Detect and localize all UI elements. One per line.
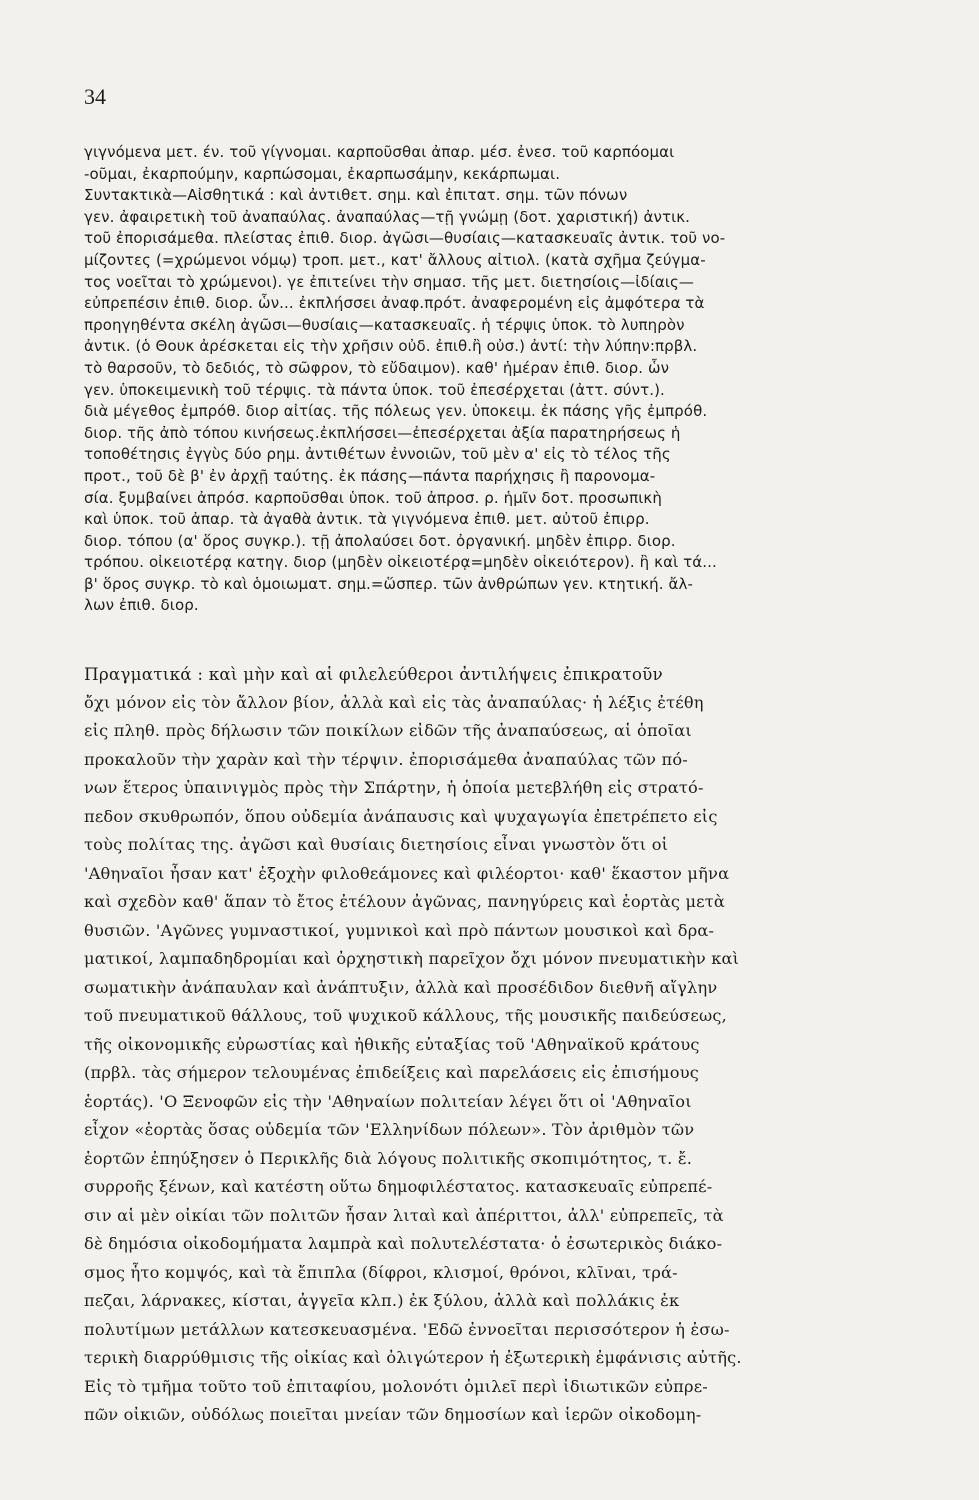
commentary-line: προκαλοῦν τὴν χαρὰν καὶ τὴν τέρψιν. ἐπορισάμεθα ἀναπαύλας τῶν πό- bbox=[84, 749, 688, 769]
commentary-line: τοῦ πνευματικοῦ θάλλους, τοῦ ψυχικοῦ κάλλους, τῆς μουσικῆς παιδεύσεως, bbox=[84, 1006, 728, 1025]
notes-line: τρόπου. οἰκειοτέρᾳ κατηγ. διορ (μηδὲν οἰκειοτέρᾳ=μηδὲν οἰκειότερον). ἢ καὶ τά... bbox=[84, 553, 717, 572]
commentary-line: τερικὴ διαρρύθμισις τῆς οἰκίας καὶ ὀλιγώτερον ἡ ἐξωτερικὴ ἐμφάνισις αὐτῆς. bbox=[84, 1348, 742, 1367]
commentary-line: 'Αθηναῖοι ἦσαν κατ' ἐξοχὴν φιλοθεάμονες καὶ φιλέορτοι· καθ' ἕκαστον μῆνα bbox=[84, 863, 730, 883]
commentary-line: σμος ἦτο κομψός, καὶ τὰ ἔπιπλα (δίφροι, κλισμοί, θρόνοι, κλῖναι, τρά- bbox=[84, 1262, 678, 1282]
commentary-line: σιν αἱ μὲν οἰκίαι τῶν πολιτῶν ἦσαν λιταὶ καὶ ἀπέριττοι, ἀλλ' εὐπρεπεῖς, τὰ bbox=[84, 1205, 724, 1225]
commentary-line: νων ἕτερος ὑπαινιγμὸς πρὸς τὴν Σπάρτην, ἡ ὁποία μετεβλήθη εἰς στρατό- bbox=[84, 778, 704, 797]
notes-line: διὰ μέγεθος ἐμπρόθ. διορ αἰτίας. τῆς πόλεως γεν. ὑποκειμ. ἐκ πάσης γῆς ἐμπρόθ. bbox=[84, 402, 708, 421]
commentary-line: θυσιῶν. 'Αγῶνες γυμναστικοί, γυμνικοὶ καὶ πρὸ πάντων μουσικοὶ καὶ δρα- bbox=[84, 920, 715, 940]
notes-line: σία. ξυμβαίνει ἀπρόσ. καρποῦσθαι ὑποκ. τοῦ ἀπροσ. ρ. ἡμῖν δοτ. προσωπικὴ bbox=[84, 488, 662, 507]
notes-line: γιγνόμενα μετ. έν. τοῦ γίγνομαι. καρποῦσθαι ἀπαρ. μέσ. ἐνεσ. τοῦ καρπόομαι bbox=[84, 143, 675, 161]
notes-line: εὐπρεπέσιν ἐπιθ. διορ. ὧν... ἐκπλήσσει ἀναφ.πρότ. ἀναφερομένη εἰς ἀμφότερα τὰ bbox=[84, 294, 705, 313]
page-number: 34 bbox=[84, 84, 106, 109]
notes-line: τοποθέτησις ἐγγὺς δύο ρημ. ἀντιθέτων ἐννοιῶν, τοῦ μὲν α' εἰς τὸ τέλος τῆς bbox=[84, 445, 671, 464]
commentary-line: συρροῆς ξένων, καὶ κατέστη οὕτω δημοφιλέστατος. κατασκευαῖς εὐπρεπέ- bbox=[84, 1177, 713, 1196]
notes-line: ἀντικ. (ὁ Θουκ ἀρέσκεται εἰς τὴν χρῆσιν οὐδ. ἐπιθ.ἢ οὐσ.) ἀντί: τὴν λύπην:πρβλ. bbox=[84, 337, 698, 356]
notes-line: τοῦ ἐπορισάμεθα. πλείστας ἐπιθ. διορ. ἀγῶσι—θυσίαις—κατασκευαῖς ἀντικ. τοῦ νο- bbox=[84, 229, 726, 248]
notes-line: β' ὅρος συγκρ. τὸ καὶ ὁμοιωματ. σημ.=ὥσπερ. τῶν ἀνθρώπων γεν. κτητική. ἄλ- bbox=[84, 574, 693, 593]
grammar-notes bbox=[84, 142, 954, 617]
commentary-line: σωματικὴν ἀνάπαυλαν καὶ ἀνάπτυξιν, ἀλλὰ καὶ προσέδιδον διεθνῆ αἴγλην bbox=[84, 977, 718, 997]
notes-line: τος νοεῖται τὸ χρώμενοι). γε ἐπιτείνει τὴν σημασ. τῆς μετ. διετησίοις—ἰδίαις— bbox=[84, 272, 695, 291]
notes-line: διορ. τῆς ἀπὸ τόπου κινήσεως.ἐκπλήσσει—ἐπεσέρχεται ἀξία παρατηρήσεως ἡ bbox=[84, 423, 681, 442]
commentary-line: πῶν οἰκιῶν, οὐδόλως ποιεῖται μνείαν τῶν δημοσίων καὶ ἱερῶν οἰκοδομη- bbox=[84, 1405, 702, 1424]
commentary-line: πεζαι, λάρνακες, κίσται, ἀγγεῖα κλπ.) ἐκ ξύλου, ἀλλὰ καὶ πολλάκις ἐκ bbox=[84, 1291, 680, 1310]
commentary-line: τοὺς πολίτας της. ἀγῶσι καὶ θυσίαις διετησίοις εἶναι γνωστὸν ὅτι οἱ bbox=[84, 835, 669, 854]
commentary-line: εἰς πληθ. πρὸς δήλωσιν τῶν ποικίλων εἰδῶν τῆς ἀναπαύσεως, αἱ ὁποῖαι bbox=[84, 721, 692, 740]
commentary-line: εἶχον «ἑορτὰς ὅσας οὐδεμία τῶν 'Ελληνίδων πόλεων». Τὸν ἀριθμὸν τῶν bbox=[84, 1120, 695, 1139]
notes-line: καὶ ὑποκ. τοῦ ἀπαρ. τὰ ἀγαθὰ ἀντικ. τὰ γιγνόμενα ἐπιθ. μετ. αὐτοῦ ἐπιρρ. bbox=[84, 510, 650, 529]
notes-line: Συντακτικὰ—Αἰσθητικά : καὶ ἀντιθετ. σημ. καὶ ἐπιτατ. σημ. τῶν πόνων bbox=[84, 186, 628, 205]
notes-line: διορ. τόπου (α' ὅρος συγκρ.). τῇ ἀπολαύσει δοτ. ὀργανική. μηδὲν ἐπιρρ. διορ. bbox=[84, 531, 676, 550]
notes-line: τὸ θαρσοῦν, τὸ δεδιός, τὸ σῶφρον, τὸ εὔδαιμον). καθ' ἡμέραν ἐπιθ. διορ. ὧν bbox=[84, 358, 670, 377]
notes-line: λων ἐπιθ. διορ. bbox=[84, 596, 199, 615]
notes-line: γεν. ἀφαιρετικὴ τοῦ ἀναπαύλας. ἀναπαύλας—τῇ γνώμῃ (δοτ. χαριστική) ἀντικ. bbox=[84, 207, 691, 226]
notes-line: -οῦμαι, ἐκαρπούμην, καρπώσομαι, ἐκαρπωσάμην, κεκάρπωμαι. bbox=[84, 164, 561, 183]
commentary-line: (πρβλ. τὰς σήμερον τελουμένας ἐπιδείξεις καὶ παρελάσεις εἰς ἐπισήμους bbox=[84, 1063, 700, 1082]
commentary-line: πεδον σκυθρωπόν, ὅπου οὐδεμία ἀνάπαυσις καὶ ψυχαγωγία ἐπετρέπετο εἰς bbox=[84, 806, 718, 826]
commentary-line: Εἰς τὸ τμῆμα τοῦτο τοῦ ἐπιταφίου, μολονότι ὁμιλεῖ περὶ ἰδιωτικῶν εὐπρε- bbox=[84, 1376, 708, 1396]
notes-line: μίζοντες (=χρώμενοι νόμῳ) τροπ. μετ., κατ' ἄλλους αἰτιολ. (κατὰ σχῆμα ζεύγμα- bbox=[84, 250, 706, 269]
commentary-line: ἑορτάς). 'Ο Ξενοφῶν εἰς τὴν 'Αθηναίων πολιτείαν λέγει ὅτι οἱ 'Αθηναῖοι bbox=[84, 1091, 692, 1111]
commentary-line: ὄχι μόνον εἰς τὸν ἄλλον βίον, ἀλλὰ καὶ εἰς τὰς ἀναπαύλας· ἡ λέξις ἐτέθη bbox=[84, 692, 704, 712]
commentary-line: καὶ σχεδὸν καθ' ἅπαν τὸ ἔτος ἐτέλουν ἀγῶνας, πανηγύρεις καὶ ἑορτὰς μετὰ bbox=[84, 892, 726, 911]
commentary-text bbox=[84, 660, 954, 1430]
commentary-line: δὲ δημόσια οἰκοδομήματα λαμπρὰ καὶ πολυτελέστατα· ὁ ἐσωτερικὸς διάκο- bbox=[84, 1234, 723, 1253]
commentary-line: τῆς οἰκονομικῆς εὐρωστίας καὶ ἠθικῆς εὐταξίας τοῦ 'Αθηναϊκοῦ κράτους bbox=[84, 1034, 700, 1054]
commentary-line: Πραγματικά : καὶ μὴν καὶ αἱ φιλελεύθεροι ἀντιλήψεις ἐπικρατοῦν bbox=[84, 664, 663, 684]
commentary-line: ματικοί, λαμπαδηδρομίαι καὶ ὀρχηστικὴ παρεῖχον ὄχι μόνον πνευματικὴν καὶ bbox=[84, 949, 740, 968]
commentary-line: ἑορτῶν ἐπηύξησεν ὁ Περικλῆς διὰ λόγους πολιτικῆς σκοπιμότητος, τ. ἔ. bbox=[84, 1148, 693, 1168]
notes-line: προηγηθέντα σκέλη ἀγῶσι—θυσίαις—κατασκευαῖς. ἡ τέρψις ὑποκ. τὸ λυπηρὸν bbox=[84, 315, 685, 334]
commentary-line: πολυτίμων μετάλλων κατεσκευασμένα. 'Εδῶ ἐννοεῖται περισσότερον ἡ ἐσω- bbox=[84, 1319, 730, 1339]
notes-line: γεν. ὑποκειμενικὴ τοῦ τέρψις. τὰ πάντα ὑποκ. τοῦ ἐπεσέρχεται (ἀττ. σύντ.). bbox=[84, 380, 665, 399]
notes-line: προτ., τοῦ δὲ β' ἐν ἀρχῇ ταύτης. ἐκ πάσης—πάντα παρήχησις ἢ παρονομα- bbox=[84, 466, 656, 485]
